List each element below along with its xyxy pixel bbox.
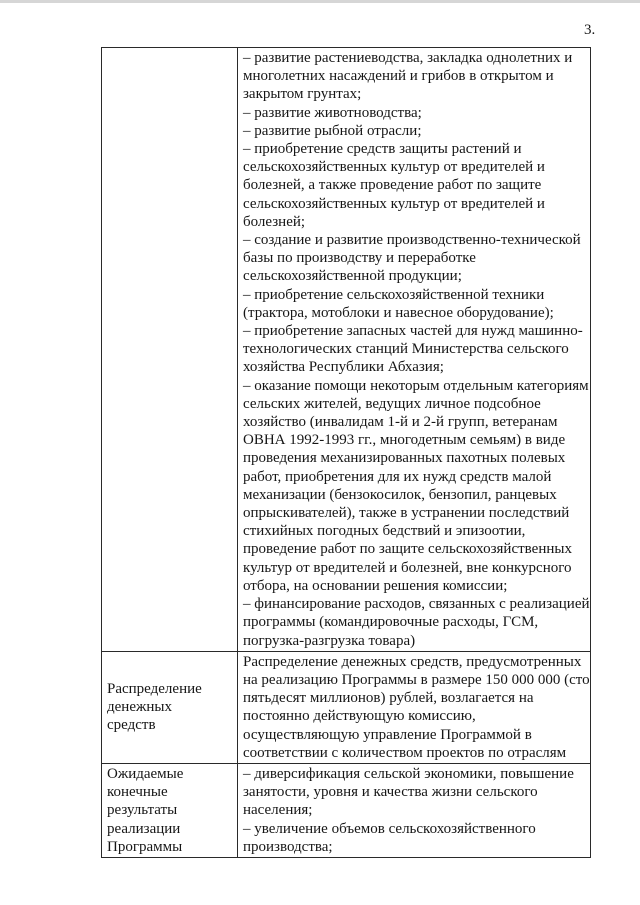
text-line: – создание и развитие производственно-технической bbox=[243, 232, 581, 249]
text-line: базы по производству и переработке bbox=[243, 250, 476, 267]
text-line: Ожидаемые bbox=[107, 765, 184, 782]
text-line: – увеличение объемов сельскохозяйственного bbox=[243, 820, 536, 837]
text-line: Распределение bbox=[107, 681, 202, 697]
text-line: реализации bbox=[107, 820, 181, 837]
text-line: болезней; bbox=[243, 213, 306, 230]
text-line: занятости, уровня и качества жизни сельского bbox=[243, 784, 538, 801]
scan-edge bbox=[0, 0, 640, 3]
text-line: Распределение денежных средств, предусмотренных bbox=[243, 653, 582, 670]
text-line: осуществляющую управление Программой в bbox=[243, 726, 532, 743]
row-label-cell bbox=[102, 48, 238, 652]
text-line: сельскохозяйственной продукции; bbox=[243, 268, 462, 285]
text-line: многолетних насаждений и грибов в открытом и bbox=[243, 68, 554, 85]
text-line: – диверсификация сельской экономики, повышение bbox=[243, 765, 574, 782]
text-line: населения; bbox=[243, 802, 313, 819]
text-line: сельскохозяйственных культур от вредителей и bbox=[243, 159, 545, 176]
text-line: отбора, на основании решения комиссии; bbox=[243, 577, 508, 594]
text-line: средств bbox=[107, 717, 156, 734]
text-line: результаты bbox=[107, 802, 178, 819]
text-line: закрытом грунтах; bbox=[243, 86, 362, 103]
text-line: хозяйство (инвалидам 1-й и 2-й групп, ветеранам bbox=[243, 414, 558, 431]
text-line: (трактора, мотоблоки и навесное оборудование); bbox=[243, 304, 554, 321]
text-line: – развитие животноводства; bbox=[243, 104, 422, 121]
text-line: механизации (бензокосилок, бензопил, ранцевых bbox=[243, 486, 557, 503]
program-passport-table bbox=[101, 47, 591, 858]
row-label-cell bbox=[102, 763, 238, 857]
text-line: погрузка-разгрузка товара) bbox=[243, 632, 416, 649]
row-label-cell bbox=[102, 651, 238, 763]
row-content-cell bbox=[238, 651, 591, 763]
row-content-cell bbox=[238, 48, 591, 652]
text-line: – приобретение запасных частей для нужд машинно- bbox=[243, 323, 583, 340]
text-line: сельскохозяйственных культур от вредителей и bbox=[243, 195, 545, 212]
text-line: работ, приобретения для их нужд средств малой bbox=[243, 468, 552, 485]
text-line: – приобретение сельскохозяйственной техники bbox=[243, 286, 545, 303]
text-line: ОВНА 1992-1993 гг., многодетным семьям) в виде bbox=[243, 432, 566, 449]
row-content-cell bbox=[238, 763, 591, 857]
text-line: проведение работ по защите сельскохозяйственных bbox=[243, 541, 572, 558]
table-row bbox=[102, 48, 591, 652]
text-line: – приобретение средств защиты растений и bbox=[243, 141, 522, 158]
text-line: – финансирование расходов, связанных с реализацией bbox=[243, 596, 590, 613]
page-number: 3. bbox=[584, 22, 596, 38]
text-line: Программы bbox=[107, 838, 183, 855]
text-line: проведения механизированных пахотных полевых bbox=[243, 450, 566, 467]
table-row bbox=[102, 651, 591, 763]
text-line: на реализацию Программы в размере 150 000 000 (сто bbox=[243, 671, 590, 688]
text-line: производства; bbox=[243, 838, 333, 855]
text-line: денежных bbox=[107, 699, 172, 716]
text-line: опрыскивателей), также в устранении последствий bbox=[243, 505, 570, 522]
text-line: соответствии с количеством проектов по отраслям bbox=[243, 744, 567, 761]
text-line: хозяйства Республики Абхазия; bbox=[243, 359, 444, 376]
text-line: – развитие растениеводства, закладка однолетних и bbox=[243, 50, 573, 66]
text-line: – развитие рыбной отрасли; bbox=[243, 122, 422, 139]
table-row bbox=[102, 763, 591, 857]
text-line: культур от вредителей и болезней, вне конкурсного bbox=[243, 559, 572, 576]
text-line: – оказание помощи некоторым отдельным категориям bbox=[243, 377, 589, 394]
text-line: пятьдесят миллионов) рублей, возлагается на bbox=[243, 690, 534, 707]
text-line: постоянно действующую комиссию, bbox=[243, 708, 476, 725]
text-line: программы (командировочные расходы, ГСМ, bbox=[243, 614, 539, 631]
text-line: сельских жителей, ведущих личное подсобное bbox=[243, 395, 541, 412]
text-line: технологических станций Министерства сельского bbox=[243, 341, 569, 358]
text-line: стихийных погодных бедствий и эпизоотии, bbox=[243, 523, 526, 540]
text-line: конечные bbox=[107, 784, 168, 801]
text-line: болезней, а также проведение работ по защите bbox=[243, 177, 542, 194]
